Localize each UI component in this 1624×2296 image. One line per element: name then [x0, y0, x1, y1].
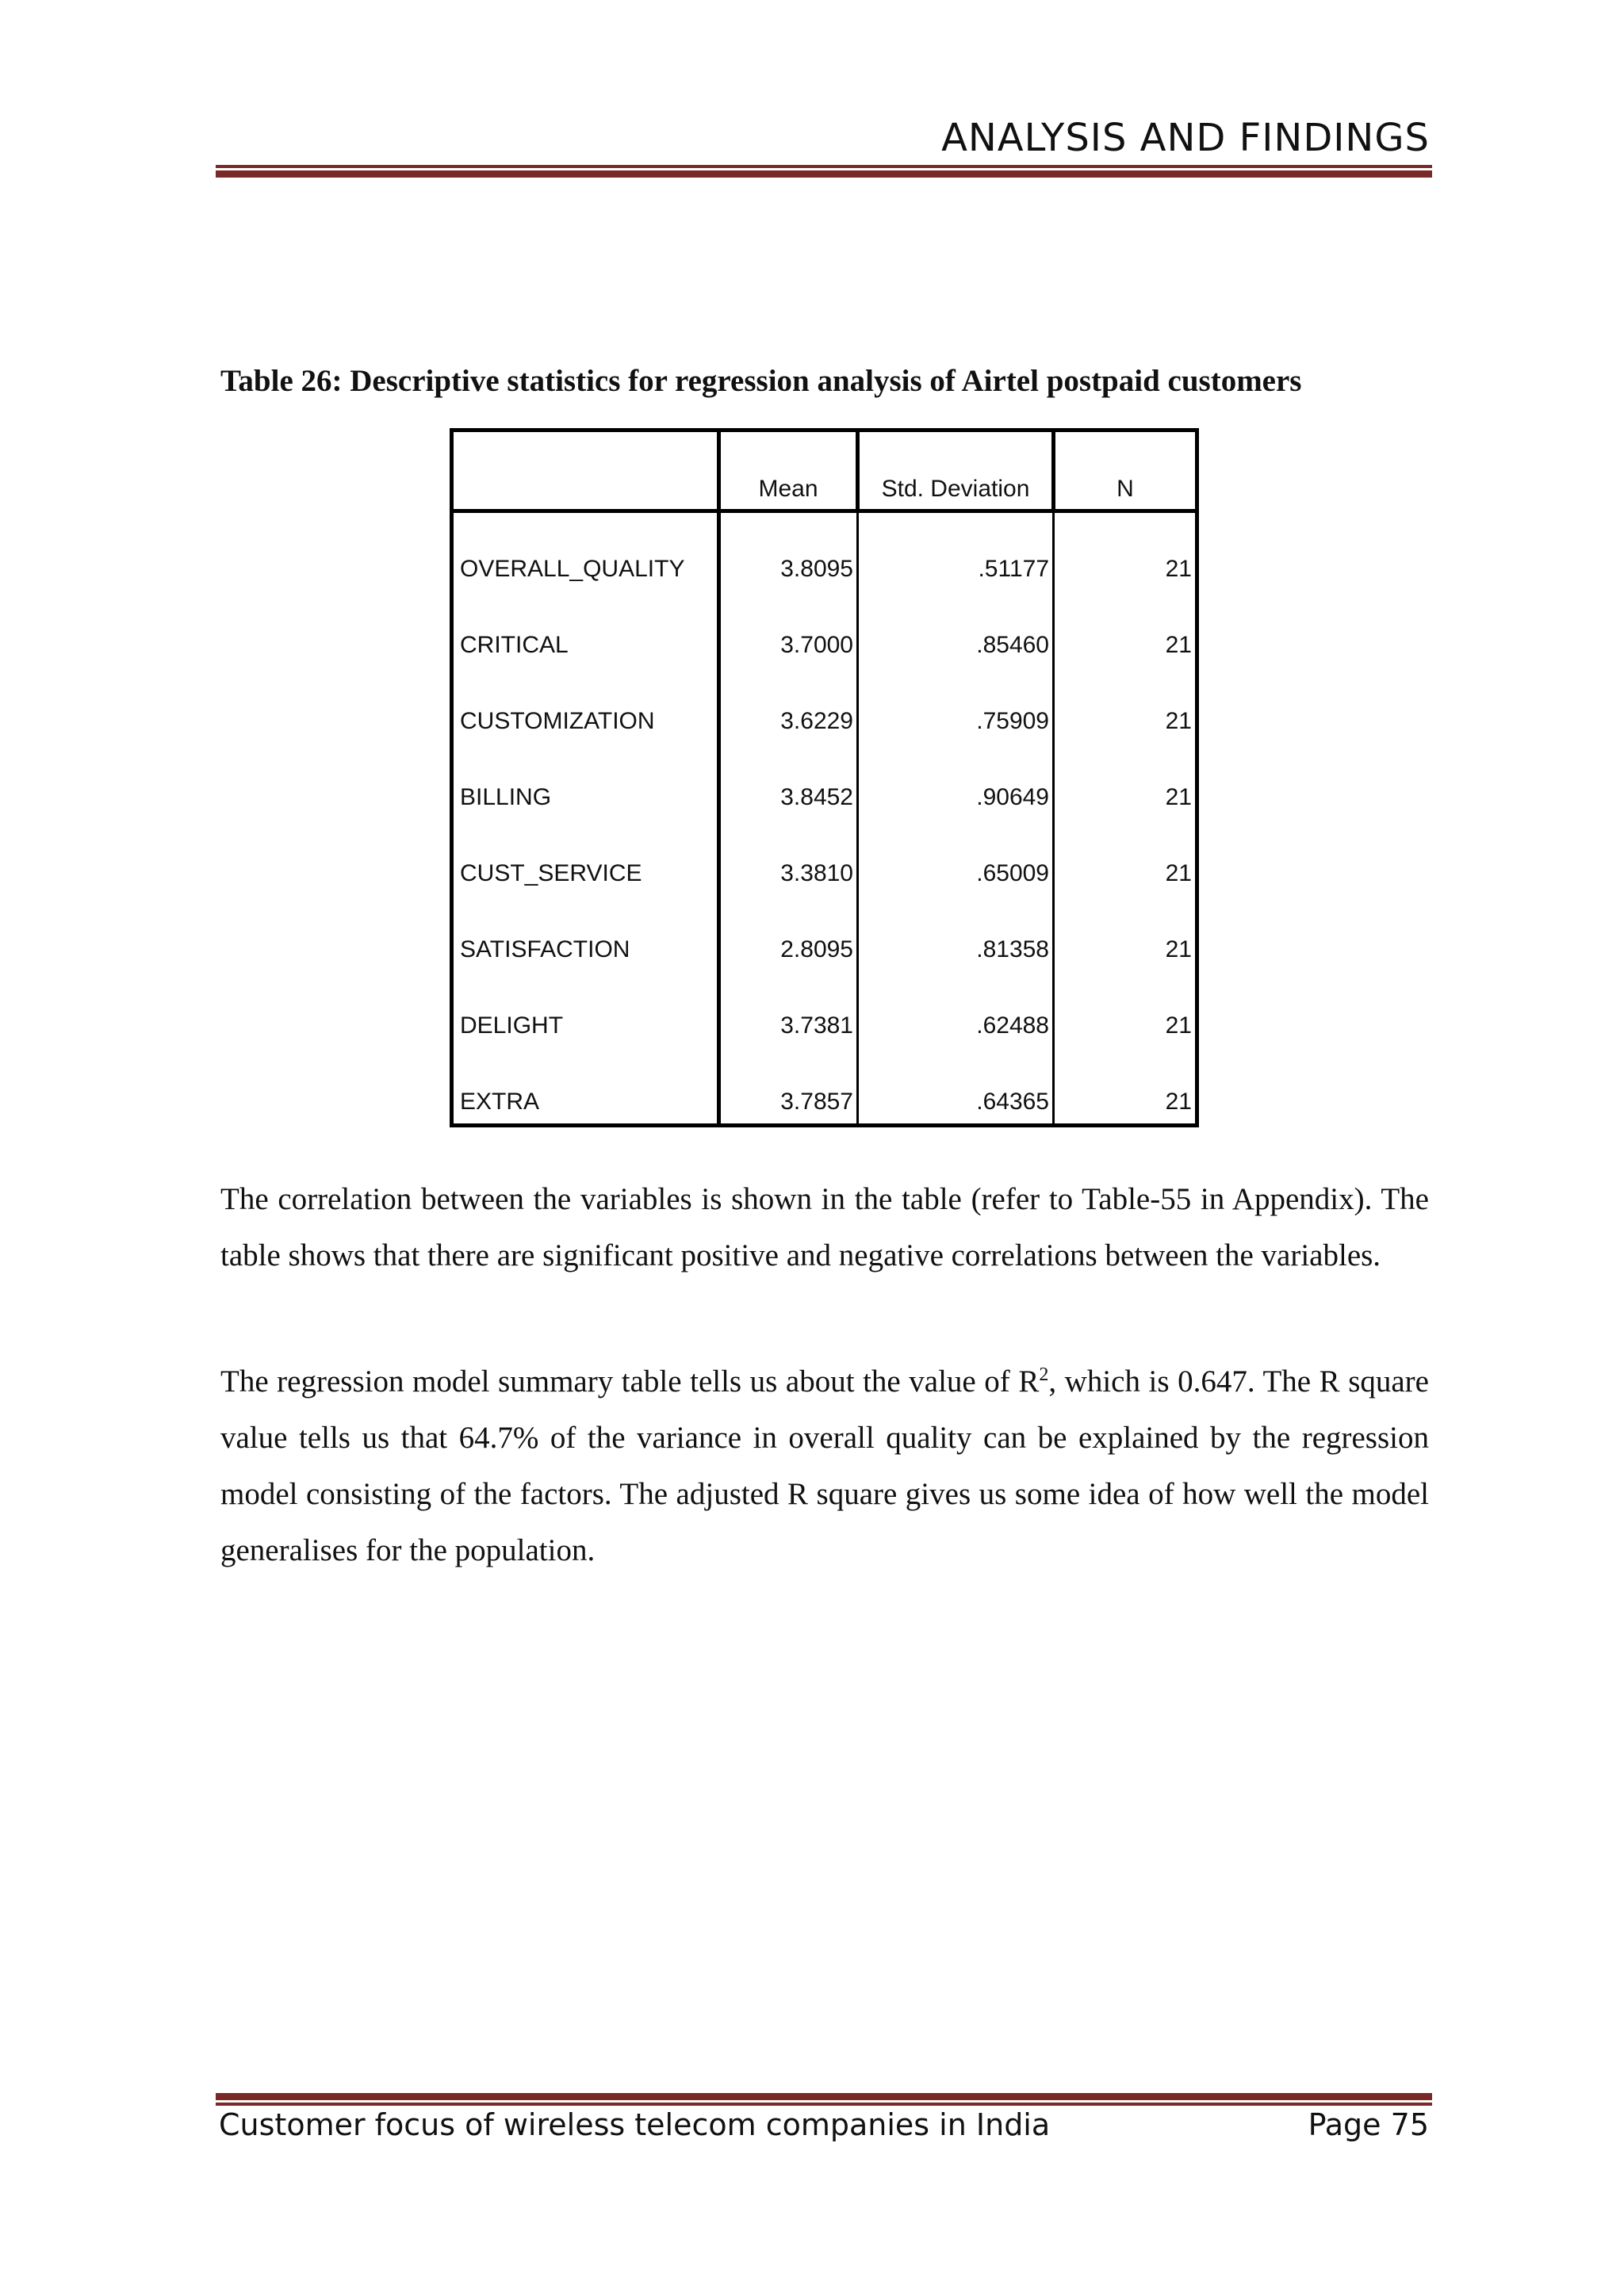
n-value: 21: [1165, 1012, 1192, 1039]
mean-value: 3.8095: [719, 511, 858, 591]
footer-document-title: Customer focus of wireless telecom companies in India: [219, 2107, 1051, 2142]
column-header-n: N: [1054, 430, 1197, 511]
footer-page-number: Page 75: [1308, 2107, 1429, 2142]
table-row: [452, 591, 1197, 667]
n-value: 21: [1165, 708, 1192, 734]
row-label: DELIGHT: [452, 971, 719, 1047]
mean-value: 3.8452: [719, 743, 858, 819]
n-value: 21: [1165, 784, 1192, 810]
n-value: 21: [1165, 556, 1192, 582]
std-deviation-value: .62488: [858, 971, 1054, 1047]
mean-value: 3.7381: [719, 971, 858, 1047]
mean-value: 2.8095: [719, 895, 858, 971]
row-label: OVERALL_QUALITY: [452, 511, 719, 591]
n-value: 21: [1165, 632, 1192, 658]
table-row: [452, 511, 1197, 591]
paragraph-regression-text-continued: , which is 0.647. The R square value tells us that 64.7% of the variance in overall quality can be explained by the regression model consisting of the factors. The adjusted R square gives us some idea of how well the model generalises for the population.: [220, 1364, 1429, 1567]
std-deviation-value: .81358: [858, 895, 1054, 971]
mean-value: 3.6229: [719, 667, 858, 743]
table-header-row: [452, 430, 1197, 511]
column-header-mean: Mean: [719, 430, 858, 511]
row-label: CUST_SERVICE: [452, 819, 719, 895]
mean-value: 3.7857: [719, 1047, 858, 1126]
row-label: BILLING: [452, 743, 719, 819]
std-deviation-value: .51177: [858, 511, 1054, 591]
table-row: [452, 1047, 1197, 1126]
table-row: [452, 895, 1197, 971]
table-row: [452, 819, 1197, 895]
std-deviation-value: .85460: [858, 591, 1054, 667]
table-caption: Table 26: Descriptive statistics for regression analysis of Airtel postpaid customers: [220, 364, 1302, 398]
table-row: [452, 971, 1197, 1047]
mean-value: 3.3810: [719, 819, 858, 895]
std-deviation-value: .90649: [858, 743, 1054, 819]
paragraph-correlation: The correlation between the variables is shown in the table (refer to Table-55 in Appendix). The table shows that there are significant positive and negative correlations between the variables.: [220, 1182, 1429, 1272]
paragraph-regression: [220, 1353, 1429, 1578]
table-row: [452, 743, 1197, 819]
std-deviation-value: .65009: [858, 819, 1054, 895]
footer-rule: [216, 2093, 1432, 2106]
row-label: EXTRA: [452, 1047, 719, 1126]
n-value: 21: [1165, 1089, 1192, 1115]
descriptive-stats-table: [450, 428, 1199, 1127]
header-rule: [216, 165, 1432, 178]
n-value: 21: [1165, 936, 1192, 962]
row-label: CRITICAL: [452, 591, 719, 667]
table-row: [452, 667, 1197, 743]
n-value: 21: [1165, 860, 1192, 886]
std-deviation-value: .75909: [858, 667, 1054, 743]
row-label: CUSTOMIZATION: [452, 667, 719, 743]
column-header-variable: [452, 430, 719, 511]
row-label: SATISFACTION: [452, 895, 719, 971]
mean-value: 3.7000: [719, 591, 858, 667]
header-title: ANALYSIS AND FINDINGS: [941, 116, 1430, 160]
column-header-std-deviation: Std. Deviation: [858, 430, 1054, 511]
std-deviation-value: .64365: [858, 1047, 1054, 1126]
paragraph-regression-text: The regression model summary table tells us about the value of R: [220, 1364, 1040, 1399]
superscript-two: 2: [1039, 1364, 1049, 1385]
